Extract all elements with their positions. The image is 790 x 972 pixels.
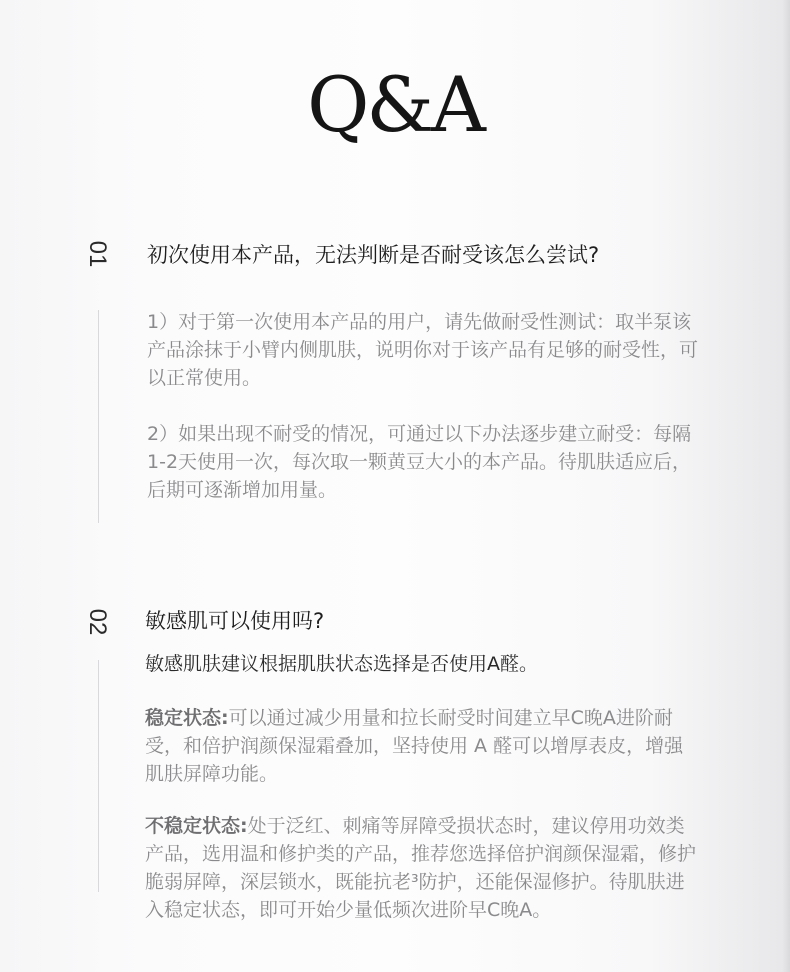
unstable-text: 处于泛红、刺痛等屏障受损状态时，建议停用功效类产品，选用温和修护类的产品，推荐您选择倍护润颜保湿霜，修护脆弱屏障，深层锁水，既能抗老³防护，还能保湿修护。待肌肤进入稳定状态，即可开始少量低频次进阶早C晚A。 [145, 815, 697, 921]
answer-2-lead: 敏感肌肤建议根据肌肤状态选择是否使用A醛。 [145, 653, 538, 675]
page-title: Q&A [307, 60, 483, 149]
answer-1-paragraph-2: 2）如果出现不耐受的情况，可通过以下办法逐步建立耐受：每隔1-2天使用一次，每次取一颗黄豆大小的本产品。待肌肤适应后，后期可逐渐增加用量。 [147, 423, 692, 501]
divider-line-1 [98, 310, 99, 523]
answer-1-paragraph-1: 1）对于第一次使用本产品的用户，请先做耐受性测试：取半泵该产品涂抹于小臂内侧肌肤，说明你对于该产品有足够的耐受性，可以正常使用。 [147, 311, 699, 389]
stable-label: 稳定状态: [145, 707, 229, 729]
divider-line-2 [98, 660, 99, 892]
answer-2-unstable [145, 812, 697, 924]
unstable-label: 不稳定状态: [145, 815, 248, 837]
stable-text: 可以通过减少用量和拉长耐受时间建立早C晚A进阶耐受，和倍护润颜保湿霜叠加，坚持使用 A 醛可以增厚表皮，增强肌肤屏障功能。 [145, 707, 684, 785]
question-number-1: 01 [84, 240, 111, 268]
question-2: 敏感肌可以使用吗? [145, 609, 325, 633]
answer-2-stable [145, 704, 697, 788]
question-1: 初次使用本产品，无法判断是否耐受该怎么尝试? [147, 243, 600, 267]
question-number-2: 02 [84, 608, 111, 636]
